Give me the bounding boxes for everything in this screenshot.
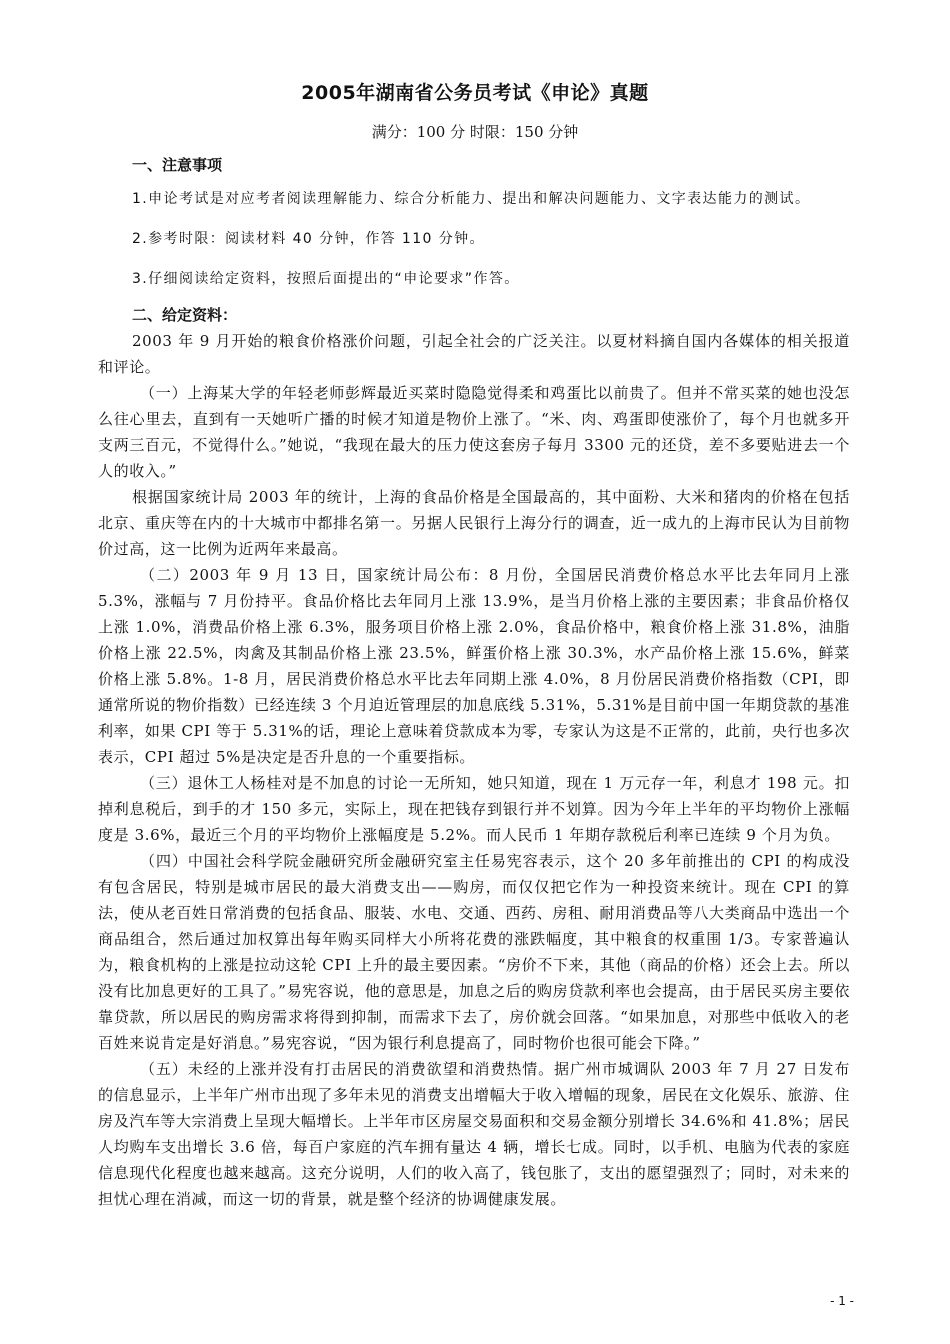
material-paragraph: 根据国家统计局 2003 年的统计，上海的食品价格是全国最高的，其中面粉、大米和猪肉的价格在包括北京、重庆等在内的十大城市中都排名第一。另据人民银行上海分行的调查，近一成九的上海市民认为目前物价过高，这一比例为近两年来最高。 — [98, 488, 850, 558]
section-heading-notes: 一、注意事项 — [132, 156, 223, 174]
section-heading-materials: 二、给定资料： — [132, 306, 238, 324]
material-paragraph: 2003 年 9 月开始的粮食价格涨价问题，引起全社会的广泛关注。以夏材料摘自国内各媒体的相关报道和评论。 — [98, 332, 850, 376]
page-title: 2005年湖南省公务员考试《申论》真题 — [301, 82, 649, 104]
exam-info: 满分：100 分 时限：150 分钟 — [371, 123, 579, 141]
note-item: 2.参考时限：阅读材料 40 分钟，作答 110 分钟。 — [132, 231, 485, 247]
document-body — [98, 152, 850, 1212]
material-paragraph: （三）退休工人杨桂对是不加息的讨论一无所知，她只知道，现在 1 万元存一年，利息才 198 元。扣掉利息税后，到手的才 150 多元，实际上，现在把钱存到银行并不划算。因为今年上半年的平均物价上涨幅度是 3.6%，最近三个月的平均物价上涨幅度是 5.2%。而人民币 1 年期存款税后利率已连续 9 个月为负。 — [98, 774, 850, 844]
material-paragraph: （四）中国社会科学院金融研究所金融研究室主任易宪容表示，这个 20 多年前推出的 CPI 的构成没有包含居民，特别是城市居民的最大消费支出——购房，而仅仅把它作为一种投资来统计。现在 CPI 的算法，使从老百姓日常消费的包括食品、服装、水电、交通、西药、房租、耐用消费品等八大类商品中选出一个商品组合，然后通过加权算出每年购买同样大小所将花费的涨跌幅度，其中粮食的权重围 1/3。专家普遍认为，粮食机构的上涨是拉动这轮 CPI 上升的最主要因素。“房价不下来，其他（商品的价格）还会上去。所以没有比加息更好的工具了。”易宪容说，他的意思是，加息之后的购房贷款利率也会提高，由于居民买房主要依靠贷款，所以居民的购房需求将得到抑制，而需求下去了，房价就会回落。“如果加息，对那些中低收入的老百姓来说肯定是好消息。”易宪容说，“因为银行利息提高了，同时物价也很可能会下降。” — [98, 852, 850, 1052]
page-number: - 1 - — [830, 1294, 854, 1308]
material-paragraph: （一）上海某大学的年轻老师彭辉最近买菜时隐隐觉得柔和鸡蛋比以前贵了。但并不常买菜的她也没怎么往心里去，直到有一天她听广播的时候才知道是物价上涨了。“米、肉、鸡蛋即使涨价了，每个月也就多开支两三百元，不觉得什么。”她说，“我现在最大的压力使这套房子每月 3300 元的还贷，差不多要贴进去一个人的收入。” — [98, 384, 850, 480]
material-paragraph: （二）2003 年 9 月 13 日，国家统计局公布：8 月份，全国居民消费价格总水平比去年同月上涨 5.3%，涨幅与 7 月份持平。食品价格比去年同月上涨 13.9%，是当月价格上涨的主要因素；非食品价格仅上涨 1.0%，消费品价格上涨 6.3%，服务项目价格上涨 2.0%，食品价格中，粮食价格上涨 31.8%，油脂价格上涨 22.5%，肉禽及其制品价格上涨 23.5%，鲜蛋价格上涨 30.3%，水产品价格上涨 15.6%，鲜菜价格上涨 5.8%。1-8 月，居民消费价格总水平比去年同期上涨 4.0%，8 月份居民消费价格指数（CPI，即通常所说的物价指数）已经连续 3 个月迫近管理层的加息底线 5.31%，5.31%是目前中国一年期贷款的基准利率，如果 CPI 等于 5.31%的话，理论上意味着贷款成本为零，专家认为这是不正常的，此前，央行也多次表示，CPI 超过 5%是决定是否升息的一个重要指标。 — [98, 566, 850, 766]
note-item: 1.申论考试是对应考者阅读理解能力、综合分析能力、提出和解决问题能力、文字表达能力的测试。 — [132, 191, 811, 207]
note-item: 3.仔细阅读给定资料，按照后面提出的“申论要求”作答。 — [132, 271, 520, 287]
material-paragraph: （五）未经的上涨并没有打击居民的消费欲望和消费热情。据广州市城调队 2003 年 7 月 27 日发布的信息显示，上半年广州市出现了多年未见的消费支出增幅大于收入增幅的现象，居民在文化娱乐、旅游、住房及汽车等大宗消费上呈现大幅增长。上半年市区房屋交易面积和交易金额分别增长 34.6%和 41.8%；居民人均购车支出增长 3.6 倍，每百户家庭的汽车拥有量达 4 辆，增长七成。同时，以手机、电脑为代表的家庭信息现代化程度也越来越高。这充分说明，人们的收入高了，钱包胀了，支出的愿望强烈了；同时，对未来的担忧心理在消减，而这一切的背景，就是整个经济的协调健康发展。 — [98, 1060, 850, 1208]
